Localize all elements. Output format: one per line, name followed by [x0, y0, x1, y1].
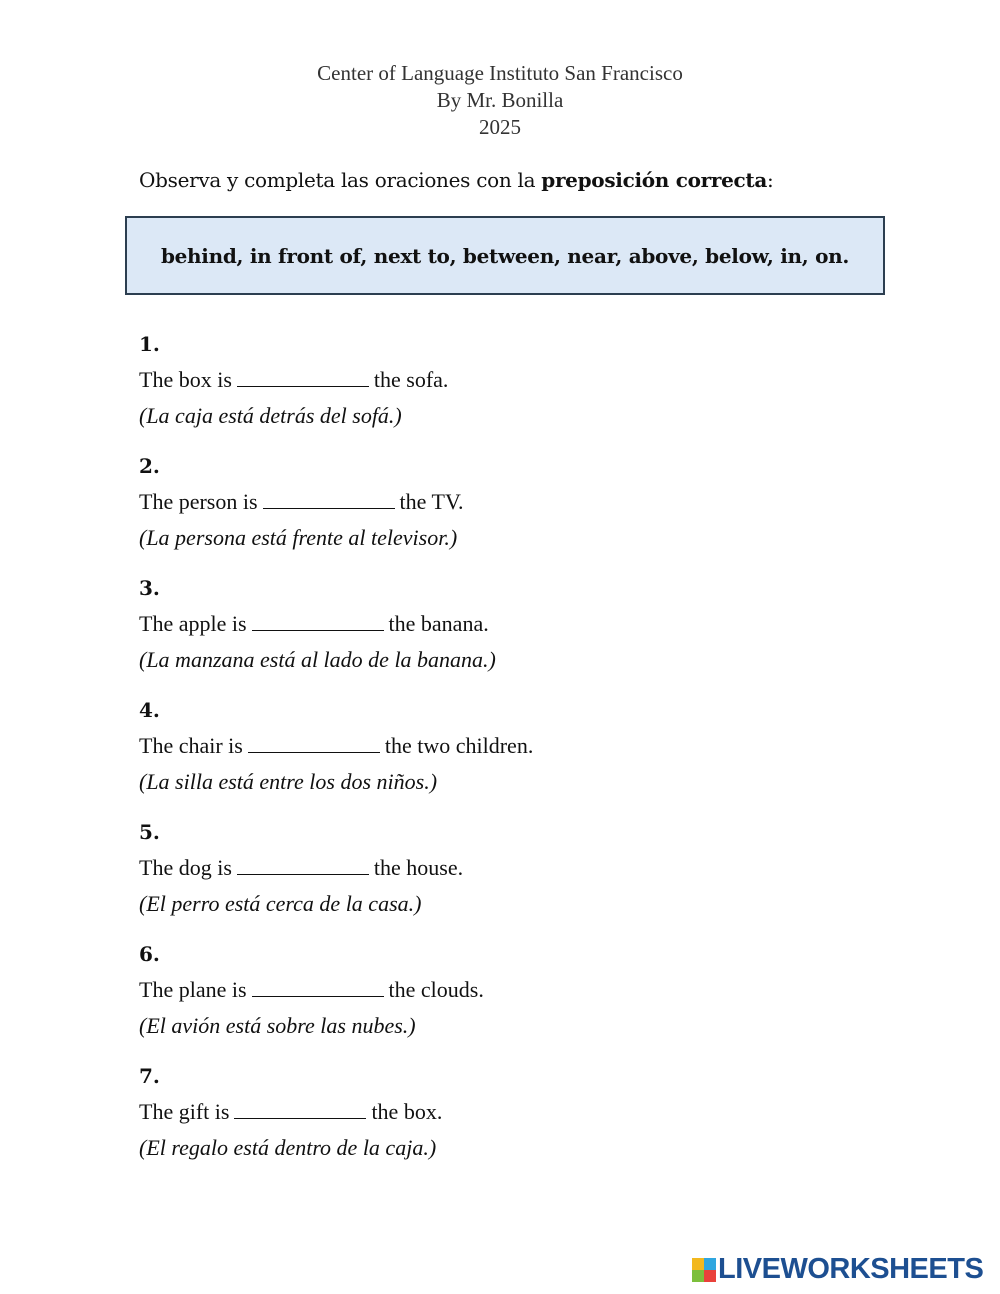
- instruction-text: [139, 166, 773, 194]
- item-translation: (La silla está entre los dos niños.): [139, 769, 438, 794]
- sentence-end: the two children.: [384, 733, 534, 758]
- item-sentence: [139, 488, 464, 516]
- item-number: 7.: [139, 1064, 160, 1088]
- word-bank-box: [125, 216, 885, 295]
- item-number: 1.: [139, 332, 160, 356]
- item-translation: (La persona está frente al televisor.): [139, 525, 458, 550]
- exercise-item-5: [139, 818, 899, 940]
- instruction-bold: preposición correcta: [541, 168, 768, 192]
- answer-blank[interactable]: [248, 734, 380, 753]
- liveworksheets-logo[interactable]: [692, 1253, 983, 1286]
- item-translation: (La caja está detrás del sofá.): [139, 403, 402, 428]
- sentence-end: the sofa.: [373, 367, 449, 392]
- sentence-start: The plane is: [139, 977, 247, 1002]
- item-translation: (El perro está cerca de la casa.): [139, 891, 422, 916]
- sentence-end: the box.: [371, 1099, 443, 1124]
- answer-blank[interactable]: [252, 612, 384, 631]
- sentence-start: The dog is: [139, 855, 232, 880]
- item-translation: (El avión está sobre las nubes.): [139, 1013, 416, 1038]
- item-number: 6.: [139, 942, 160, 966]
- answer-blank[interactable]: [263, 490, 395, 509]
- item-number: 2.: [139, 454, 160, 478]
- item-number: 4.: [139, 698, 160, 722]
- answer-blank[interactable]: [252, 978, 384, 997]
- exercise-item-2: [139, 452, 899, 574]
- item-sentence: [139, 366, 448, 394]
- word-bank-text: behind, in front of, next to, between, near, above, below, in, on.: [160, 243, 850, 268]
- worksheet-header: [0, 60, 1000, 141]
- item-number: 3.: [139, 576, 160, 600]
- instruction-prefix: Observa y completa las oraciones con la: [139, 168, 542, 192]
- item-sentence: [139, 976, 484, 1004]
- item-sentence: [139, 732, 533, 760]
- exercise-item-6: [139, 940, 899, 1062]
- logo-text: LIVEWORKSHEETS: [718, 1253, 984, 1285]
- sentence-end: the house.: [373, 855, 464, 880]
- exercise-item-7: [139, 1062, 899, 1184]
- exercise-item-4: [139, 696, 899, 818]
- sentence-start: The person is: [139, 489, 258, 514]
- liveworksheets-logo-icon: [692, 1258, 716, 1282]
- exercise-item-3: [139, 574, 899, 696]
- item-sentence: [139, 1098, 442, 1126]
- sentence-end: the banana.: [388, 611, 489, 636]
- sentence-start: The gift is: [139, 1099, 230, 1124]
- institution-name: Center of Language Instituto San Francisco: [317, 61, 683, 85]
- item-sentence: [139, 854, 463, 882]
- sentence-start: The box is: [139, 367, 232, 392]
- year: 2025: [479, 115, 521, 139]
- exercise-list: [139, 330, 899, 1184]
- sentence-start: The apple is: [139, 611, 247, 636]
- item-number: 5.: [139, 820, 160, 844]
- item-sentence: [139, 610, 489, 638]
- item-translation: (El regalo está dentro de la caja.): [139, 1135, 437, 1160]
- item-translation: (La manzana está al lado de la banana.): [139, 647, 496, 672]
- answer-blank[interactable]: [237, 856, 369, 875]
- answer-blank[interactable]: [237, 368, 369, 387]
- instruction-suffix: :: [767, 168, 774, 192]
- answer-blank[interactable]: [234, 1100, 366, 1119]
- author-name: By Mr. Bonilla: [436, 88, 564, 112]
- sentence-start: The chair is: [139, 733, 243, 758]
- sentence-end: the clouds.: [388, 977, 484, 1002]
- exercise-item-1: [139, 330, 899, 452]
- sentence-end: the TV.: [399, 489, 464, 514]
